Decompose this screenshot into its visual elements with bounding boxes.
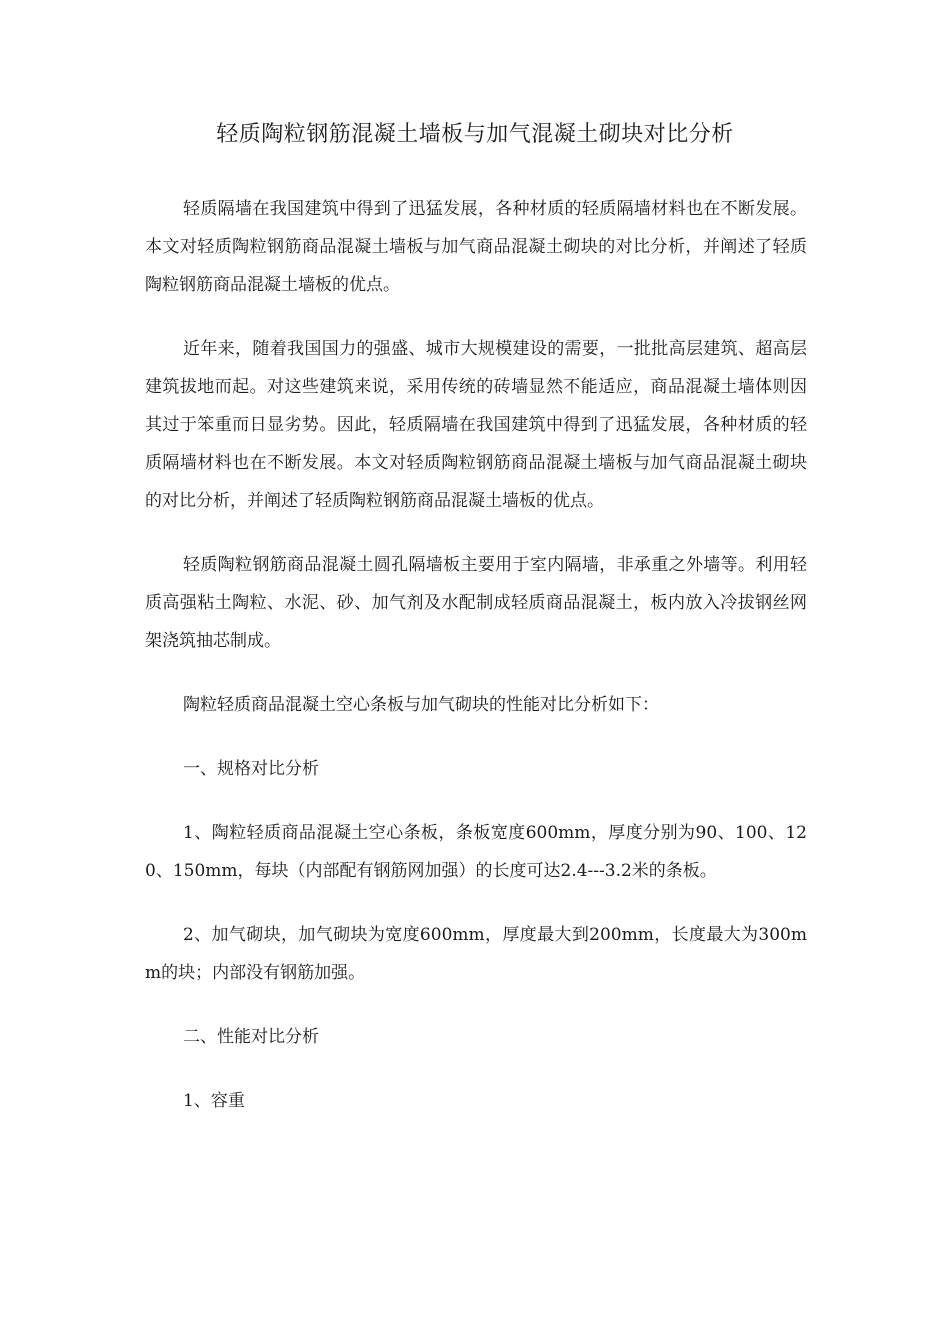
subsection-heading-density: 1、容重 (183, 1091, 245, 1111)
document-title: 轻质陶粒钢筋混凝土墙板与加气混凝土砌块对比分析 (216, 122, 734, 147)
paragraph-background: 近年来，随着我国国力的强盛、城市大规模建设的需要，一批批高层建筑、超高层建筑拔地而起。对这些建筑来说，采用传统的砖墙显然不能适应，商品混凝土墙体则因其过于笨重而日显劣势。因此，轻质隔墙在我国建筑中得到了迅猛发展，各种材质的轻质隔墙材料也在不断发展。本文对轻质陶粒钢筋商品混凝土墙板与加气商品混凝土砌块的对比分析，并阐述了轻质陶粒钢筋商品混凝土墙板的优点。 (145, 339, 807, 511)
section-heading-performance: 二、性能对比分析 (183, 1027, 319, 1047)
paragraph-intro: 轻质隔墙在我国建筑中得到了迅猛发展，各种材质的轻质隔墙材料也在不断发展。本文对轻质陶粒钢筋商品混凝土墙板与加气商品混凝土砌块的对比分析，并阐述了轻质陶粒钢筋商品混凝土墙板的优点。 (145, 199, 807, 295)
paragraph-comparison-lead: 陶粒轻质商品混凝土空心条板与加气砌块的性能对比分析如下： (183, 695, 659, 715)
section-heading-specifications: 一、规格对比分析 (183, 759, 319, 779)
paragraph-product-description: 轻质陶粒钢筋商品混凝土圆孔隔墙板主要用于室内隔墙，非承重之外墙等。利用轻质高强粘土陶粒、水泥、砂、加气剂及水配制成轻质商品混凝土，板内放入冷拔钢丝网架浇筑抽芯制成。 (145, 555, 807, 651)
document-body (145, 190, 807, 1146)
paragraph-spec-panel: 1、陶粒轻质商品混凝土空心条板，条板宽度600mm，厚度分别为90、100、120、150mm，每块（内部配有钢筋网加强）的长度可达2.4---3.2米的条板。 (145, 823, 807, 881)
paragraph-spec-block: 2、加气砌块，加气砌块为宽度600mm，厚度最大到200mm，长度最大为300mm的块；内部没有钢筋加强。 (145, 925, 807, 983)
